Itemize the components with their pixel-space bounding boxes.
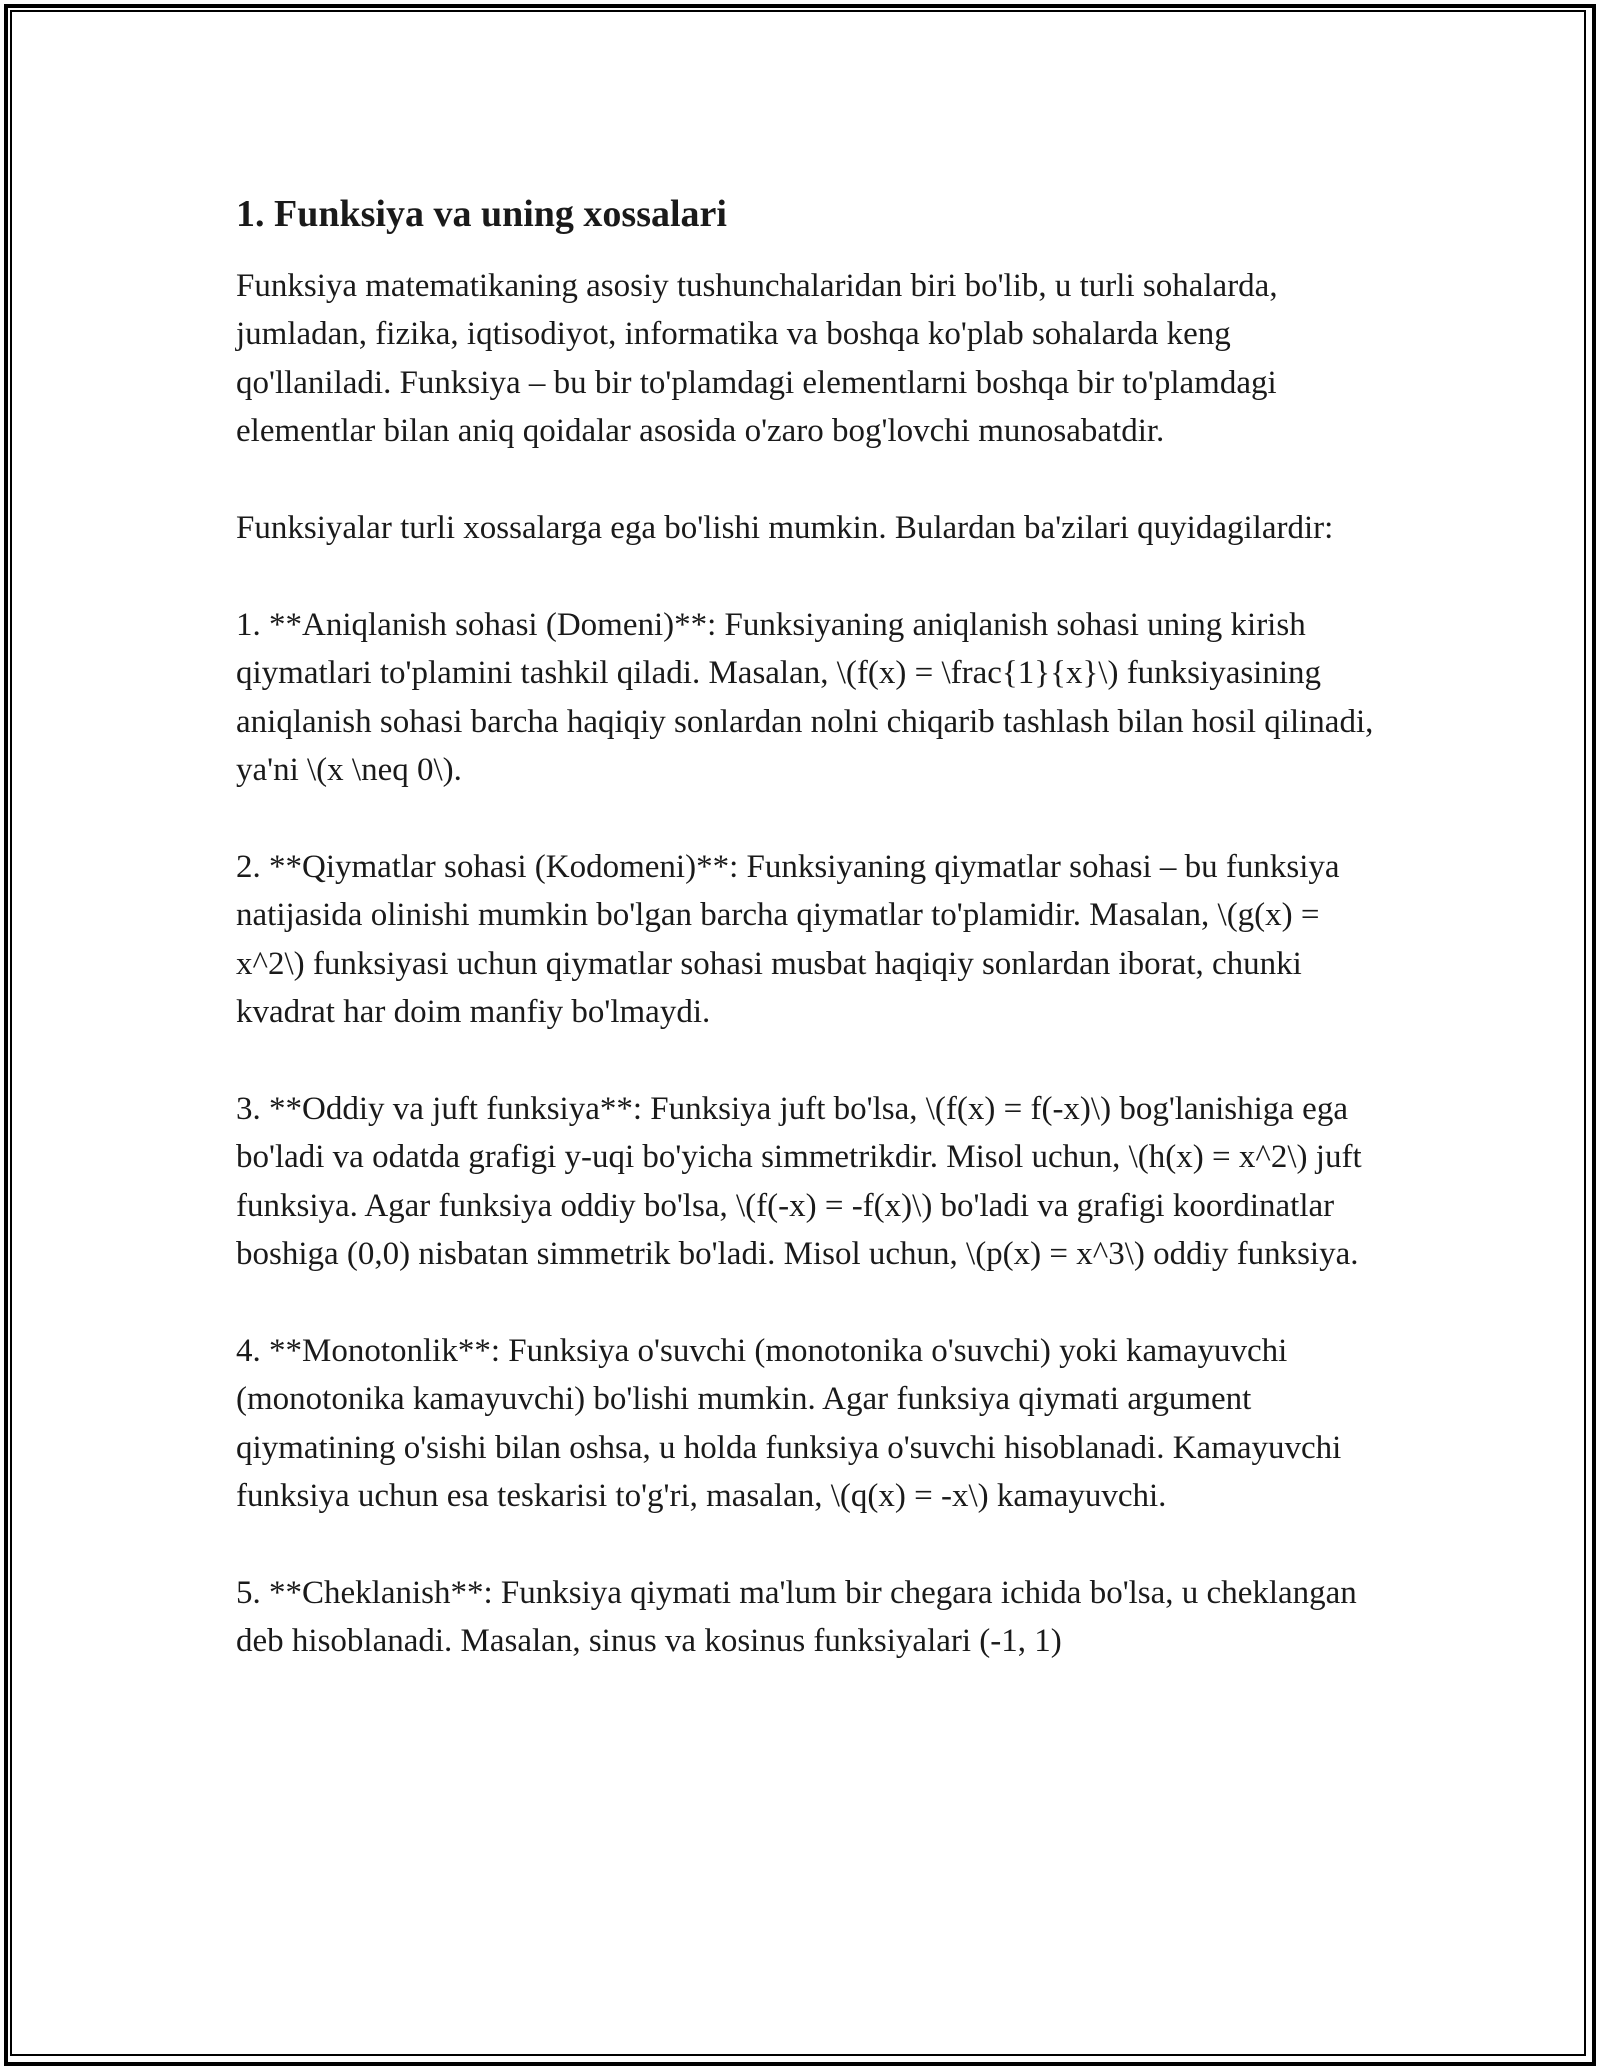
paragraph-monotonicity: 4. **Monotonlik**: Funksiya o'suvchi (monotonika o'suvchi) yoki kamayuvchi (monotonika kamayuvchi) bo'lishi mumkin. Agar funksiya qiymati argument qiymatining o'sishi bilan oshsa, u holda funksiya o'suvchi hisoblanadi. Kamayuvchi funksiya uchun esa teskarisi to'g'ri, masalan, \(q(x) = -x\) kamayuvchi. [236,1332,1342,1515]
paragraph-properties-intro: Funksiyalar turli xossalarga ega bo'lishi mumkin. Bulardan ba'zilari quyidagilardir: [236,510,1334,547]
paragraph-intro: Funksiya matematikaning asosiy tushunchalaridan biri bo'lib, u turli sohalarda, jumladan, fizika, iqtisodiyot, informatika va boshqa ko'plab sohalarda keng qo'llaniladi. Funksiya – bu bir to'plamdagi elementlarni boshqa bir to'plamdagi elementlar bilan aniq qoidalar asosida o'zaro bog'lovchi munosabatdir. [236,268,1278,450]
paragraph-domain: 1. **Aniqlanish sohasi (Domeni)**: Funksiyaning aniqlanish sohasi uning kirish qiymatlari to'plamini tashkil qiladi. Masalan, \(f(x) = \frac{1}{x}\) funksiyasining aniqlanish sohasi barcha haqiqiy sonlardan nolni chiqarib tashlash bilan hosil qilinadi, ya'ni \(x \neq 0\). [236,606,1374,789]
paragraph-odd-even: 3. **Oddiy va juft funksiya**: Funksiya juft bo'lsa, \(f(x) = f(-x)\) bog'lanishiga ega bo'ladi va odatda grafigi y-uqi bo'yicha simmetrikdir. Misol uchun, \(h(x) = x^2\) juft funksiya. Agar funksiya oddiy bo'lsa, \(f(-x) = -f(x)\) bo'ladi va grafigi koordinatlar boshiga (0,0) nisbatan simmetrik bo'ladi. Misol uchun, \(p(x) = x^3\) oddiy funksiya. [236,1090,1362,1273]
section-title: 1. Funksiya va uning xossalari [236,193,727,235]
paragraph-boundedness: 5. **Cheklanish**: Funksiya qiymati ma'lum bir chegara ichida bo'lsa, u cheklangan deb hisoblanadi. Masalan, sinus va kosinus funksiyalari (-1, 1) [236,1574,1357,1660]
document-body [236,188,1376,1714]
paragraph-codomain: 2. **Qiymatlar sohasi (Kodomeni)**: Funksiyaning qiymatlar sohasi – bu funksiya natijasida olinishi mumkin bo'lgan barcha qiymatlar to'plamidir. Masalan, \(g(x) = x^2\) funksiyasi uchun qiymatlar sohasi musbat haqiqiy sonlardan iborat, chunki kvadrat har doim manfiy bo'lmaydi. [236,848,1340,1031]
